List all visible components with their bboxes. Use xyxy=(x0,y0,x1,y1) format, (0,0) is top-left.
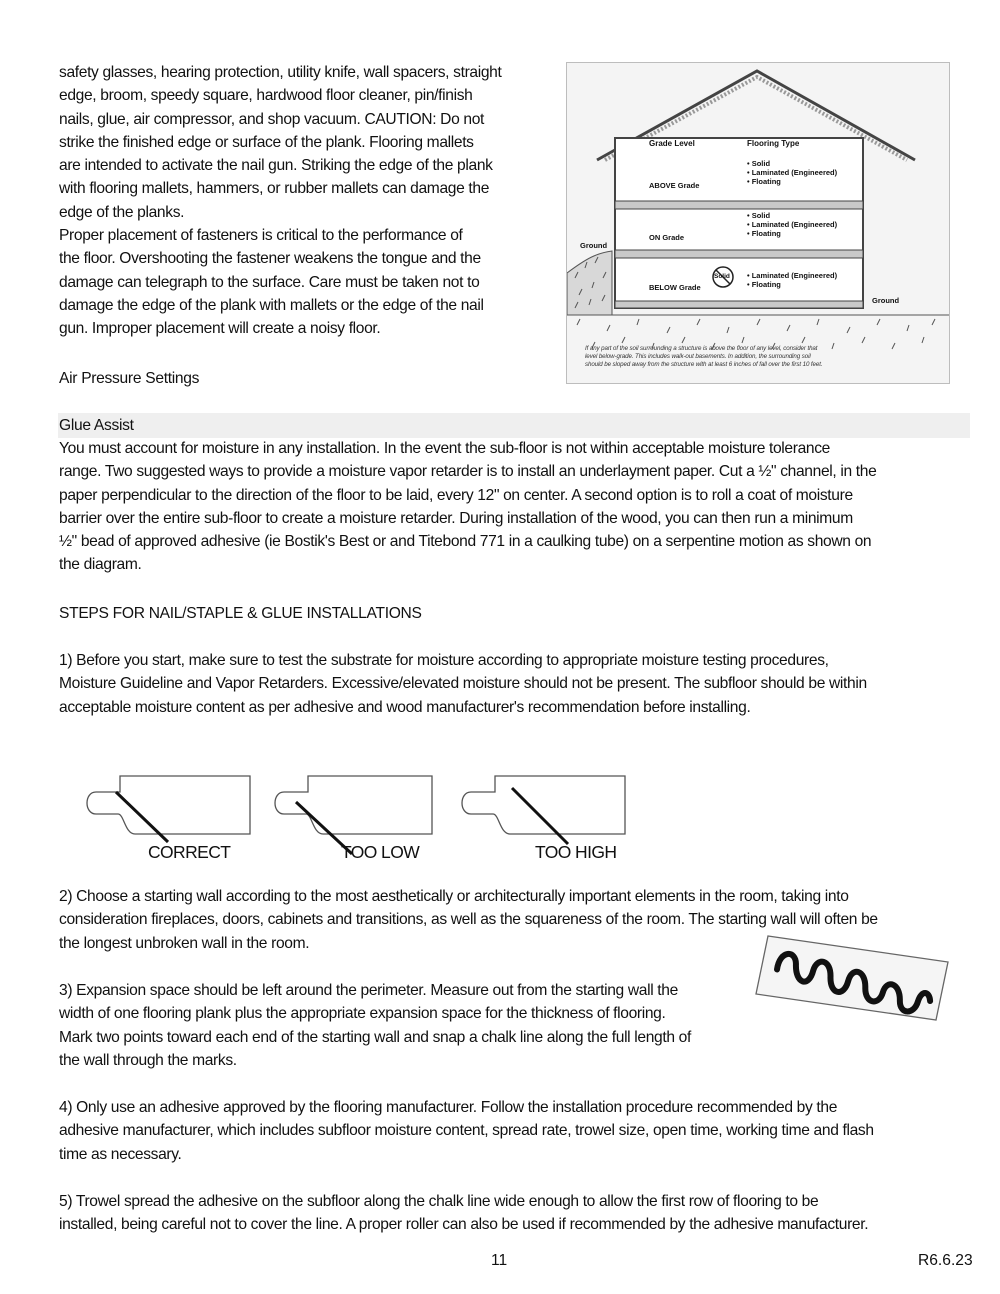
flooring-type-header: Flooring Type xyxy=(747,139,800,148)
on-type-3: • Floating xyxy=(747,229,781,238)
basement-floor-slab xyxy=(615,301,863,308)
glue-assist-band xyxy=(58,413,970,438)
text-line: Proper placement of fasteners is critical to the performance of xyxy=(59,227,463,245)
text-line: time as necessary. xyxy=(59,1145,182,1163)
text-line: range. Two suggested ways to provide a moisture vapor retarder is to install an underlayment paper. Cut a ½" channel, in the xyxy=(59,463,877,481)
text-line: safety glasses, hearing protection, utility knife, wall spacers, straight xyxy=(59,64,502,81)
text-line: 3) Expansion space should be left around the perimeter. Measure out from the starting wall the xyxy=(59,982,678,999)
on-type-2: • Laminated (Engineered) xyxy=(747,220,838,229)
above-type-2: • Laminated (Engineered) xyxy=(747,168,838,177)
caption-line: If any part of the soil surrounding a structure is above the floor of any level, consider that xyxy=(585,345,818,352)
text-line: damage the edge of the plank with mallets or the edge of the nail xyxy=(59,296,484,314)
page-number: 11 xyxy=(491,1252,508,1269)
text-line: width of one flooring plank plus the appropriate expansion space for the thickness of flooring. xyxy=(59,1005,666,1023)
grade-level-header: Grade Level xyxy=(649,139,695,148)
text-line: You must account for moisture in any installation. In the event the sub-floor is not within acceptable moisture tolerance xyxy=(59,440,830,457)
text-line: Mark two points toward each end of the starting wall and snap a chalk line along the full length of xyxy=(59,1028,691,1046)
text-line: consideration fireplaces, doors, cabinets and transitions, as well as the squareness of the room. The starting wall will often be xyxy=(59,911,878,929)
revision-code: R6.6.23 xyxy=(918,1252,973,1269)
text-line: acceptable moisture content as per adhesive and wood manufacturer's recommendation before installing. xyxy=(59,698,751,716)
below-type-1: • Laminated (Engineered) xyxy=(747,271,838,280)
above-grade-label: ABOVE Grade xyxy=(649,181,700,190)
below-type-2: • Floating xyxy=(747,280,781,289)
text-line: edge, broom, speedy square, hardwood floor cleaner, pin/finish xyxy=(59,87,473,105)
text-line: the longest unbroken wall in the room. xyxy=(59,934,310,952)
text-line: edge of the planks. xyxy=(59,203,185,221)
grade-level-diagram xyxy=(566,62,950,384)
caption-line: level below-grade. This includes walk-out basements. In addition, the surrounding soil xyxy=(585,353,811,360)
step-1-paragraph xyxy=(59,649,867,719)
serpentine-adhesive-diagram xyxy=(754,932,950,1022)
ground-label-right: Ground xyxy=(872,296,900,305)
text-line: paper perpendicular to the direction of the floor to be laid, every 12" on center. A second option is to roll a coat of moisture xyxy=(59,486,853,504)
above-type-3: • Floating xyxy=(747,177,781,186)
text-line: with flooring mallets, hammers, or rubber mallets can damage the xyxy=(59,180,490,198)
text-line: 4) Only use an adhesive approved by the flooring manufacturer. Follow the installation procedure recommended by the xyxy=(59,1099,838,1116)
too-high-label: TOO HIGH xyxy=(535,842,617,862)
ground-label-left: Ground xyxy=(580,241,608,250)
text-line: the diagram. xyxy=(59,556,142,574)
glue-assist-paragraph xyxy=(59,437,876,577)
ground-mound-left xyxy=(567,251,612,315)
step-4-paragraph xyxy=(59,1096,874,1166)
text-line: gun. Improper placement will create a noisy floor. xyxy=(59,320,381,338)
text-line: the floor. Overshooting the fastener weakens the tongue and the xyxy=(59,250,481,268)
text-line: Moisture Guideline and Vapor Retarders. Excessive/elevated moisture should not be present. The subfloor should be within xyxy=(59,675,867,693)
text-line: are intended to activate the nail gun. Striking the edge of the plank xyxy=(59,157,493,175)
text-line: 2) Choose a starting wall according to the most aesthetically or architecturally important elements in the room, taking into xyxy=(59,888,849,905)
text-line: ½" bead of approved adhesive (ie Bostik's Best or and Titebond 771 in a caulking tube) on a serpentine motion as shown on xyxy=(59,533,872,551)
text-line: damage can telegraph to the surface. Care must be taken not to xyxy=(59,273,480,291)
text-line: installed, being careful not to cover the line. A proper roller can also be used if recommended by the adhesive manufacturer. xyxy=(59,1216,869,1234)
above-type-1: • Solid xyxy=(747,159,771,168)
step-3-paragraph xyxy=(59,979,691,1072)
text-line: the wall through the marks. xyxy=(59,1051,237,1069)
plank-too-high xyxy=(462,776,625,834)
correct-label: CORRECT xyxy=(148,842,231,862)
intro-paragraph xyxy=(59,61,501,341)
text-line: adhesive manufacturer, which includes subfloor moisture content, spread rate, trowel size, open time, working time and flash xyxy=(59,1122,874,1140)
nail-too-high xyxy=(512,788,568,844)
ground-floor-slab xyxy=(615,250,863,258)
text-line: 1) Before you start, make sure to test the substrate for moisture according to appropriate moisture testing procedures, xyxy=(59,652,829,669)
plank-correct xyxy=(87,776,250,834)
on-type-1: • Solid xyxy=(747,211,771,220)
text-line: strike the finished edge or surface of the plank. Flooring mallets xyxy=(59,133,474,151)
below-grade-label: BELOW Grade xyxy=(649,283,701,292)
text-line: 5) Trowel spread the adhesive on the subfloor along the chalk line wide enough to allow the first row of flooring to be xyxy=(59,1193,819,1210)
text-line: nails, glue, air compressor, and shop vacuum. CAUTION: Do not xyxy=(59,110,484,128)
air-pressure-heading: Air Pressure Settings xyxy=(59,370,200,387)
house-diagram-caption xyxy=(585,345,940,369)
solid-crossed-label: Solid xyxy=(714,273,730,280)
upper-floor-slab xyxy=(615,201,863,209)
steps-heading: STEPS FOR NAIL/STAPLE & GLUE INSTALLATIONS xyxy=(59,605,422,622)
on-grade-label: ON Grade xyxy=(649,233,685,242)
text-line: barrier over the entire sub-floor to create a moisture retarder. During installation of the wood, you can then run a minimum xyxy=(59,509,853,527)
caption-line: should be sloped away from the structure with at least 6 inches of fall over the first 10 feet. xyxy=(585,361,823,368)
glue-assist-heading: Glue Assist xyxy=(59,417,134,434)
too-low-label: TOO LOW xyxy=(341,842,420,862)
step-5-paragraph xyxy=(59,1190,868,1237)
